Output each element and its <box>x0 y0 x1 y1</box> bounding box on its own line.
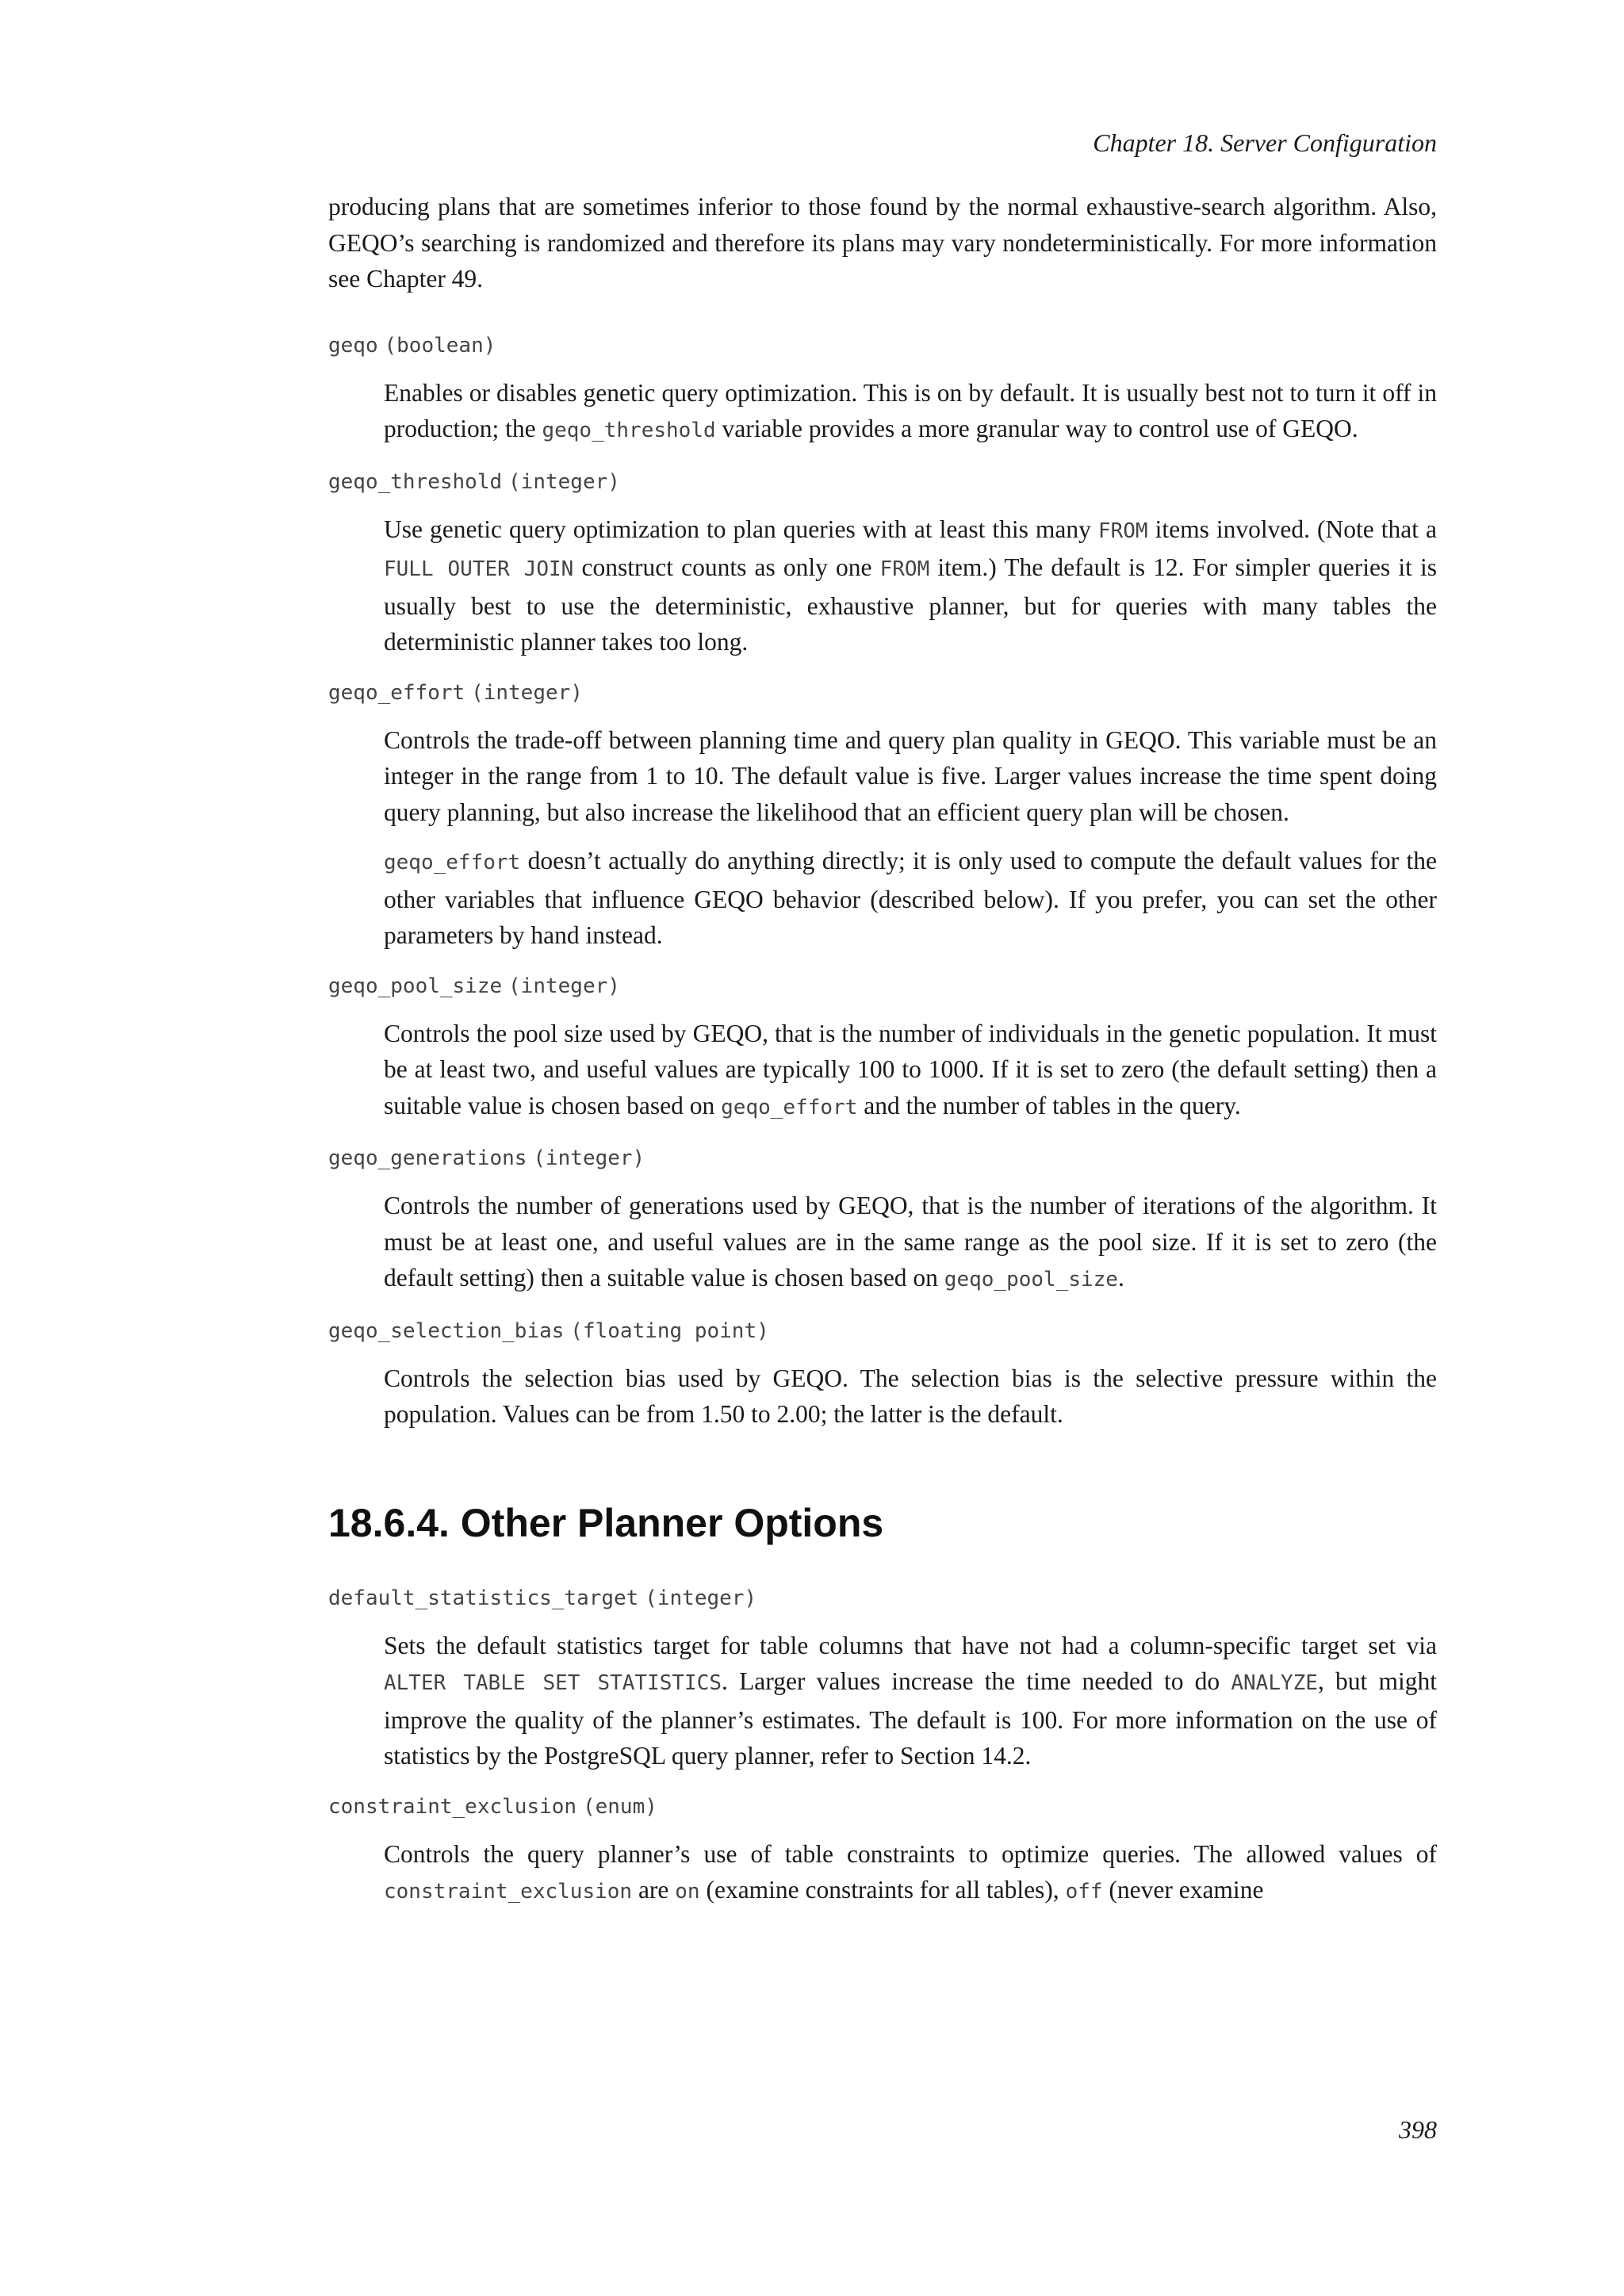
param-term-geqo-generations <box>328 1138 1437 1177</box>
inline-code: FROM <box>1097 519 1148 543</box>
param-paragraph <box>384 1016 1437 1127</box>
param-name: geqo_effort <box>328 680 465 705</box>
param-name: geqo_threshold <box>328 469 503 494</box>
text-run: Sets the default statistics target for table columns that have not had a column-specific target set via <box>384 1631 1437 1659</box>
param-desc-geqo-threshold <box>384 511 1437 660</box>
text-run: . Larger values increase the time needed to do <box>721 1667 1231 1695</box>
text-run: (never examine <box>1102 1876 1264 1904</box>
param-paragraph <box>384 1836 1437 1911</box>
section-heading: 18.6.4. Other Planner Options <box>328 1500 884 1545</box>
text-run: Controls the pool size used by GEQO, that is the number of individuals in the genetic population. It must be at least two, and useful values are typically 100 to 1000. If it is set to zero (the default setting) then a suitable value is chosen based on <box>384 1019 1437 1119</box>
text-run: . <box>1117 1264 1124 1292</box>
param-paragraph <box>384 1188 1437 1299</box>
param-term-default-statistics-target <box>328 1578 1437 1617</box>
param-term-geqo-effort <box>328 673 1437 711</box>
param-type: (integer) <box>471 680 583 705</box>
param-type: (integer) <box>508 974 620 998</box>
param-name: constraint_exclusion <box>328 1794 577 1819</box>
text-run: Controls the query planner’s use of table constraints to optimize queries. The allowed values of <box>384 1839 1437 1868</box>
param-type: (integer) <box>533 1146 645 1170</box>
param-desc-default-statistics-target <box>384 1628 1437 1774</box>
text-run: item.) The default is 12. For simpler queries it is usually best to use the deterministic, exhaustive planner, but for queries with many tables the deterministic planner takes too long. <box>384 553 1437 656</box>
text-run: Controls the number of generations used by GEQO, that is the number of iterations of the algorithm. It must be at least one, and useful values are in the same range as the pool size. If it is set to zero (the default setting) then a suitable value is chosen based on <box>384 1192 1437 1292</box>
inline-code: on <box>675 1880 700 1904</box>
intro-paragraph: producing plans that are sometimes inferior to those found by the normal exhaustive-search algorithm. Also, GEQO’s searching is randomized and therefore its plans may vary nondeterministically. For more information see Chapter 49. <box>328 193 1437 293</box>
text-run: Enables or disables genetic query optimization. This is on by default. It is usually best not to turn it off in production; the <box>384 378 1437 442</box>
param-desc-geqo-pool-size <box>384 1016 1437 1127</box>
inline-code: constraint_exclusion <box>384 1880 633 1904</box>
param-paragraph <box>384 843 1437 954</box>
inline-code: geqo_pool_size <box>944 1268 1118 1292</box>
inline-code: ANALYZE <box>1231 1671 1318 1695</box>
running-header: Chapter 18. Server Configuration <box>1093 128 1437 157</box>
inline-code: FROM <box>879 557 930 581</box>
param-term-geqo-threshold <box>328 462 1437 500</box>
inline-code: off <box>1065 1880 1103 1904</box>
param-paragraph <box>384 1628 1437 1774</box>
text-run: variable provides a more granular way to control use of GEQO. <box>715 415 1358 442</box>
text-run: items involved. (Note that a <box>1147 515 1437 543</box>
param-paragraph: Controls the trade-off between planning time and query plan quality in GEQO. This variable must be an integer in the range from 1 to 10. The default value is five. Larger values increase the time spent doing query planning, but also increase the likelihood that an efficient query plan will be chosen. <box>384 725 1437 826</box>
param-desc-constraint-exclusion <box>384 1836 1437 1911</box>
param-type: (integer) <box>508 469 620 494</box>
geqo-parameter-list <box>328 326 1437 1433</box>
param-type: (enum) <box>582 1794 657 1819</box>
text-run: Use genetic query optimization to plan queries with at least this many <box>384 515 1098 543</box>
param-desc-geqo-effort <box>384 722 1437 954</box>
param-desc-geqo <box>384 375 1437 450</box>
text-run: doesn’t actually do anything directly; it is only used to compute the default values for the other variables that influence GEQO behavior (described below). If you prefer, you can set the other parameters by hand instead. <box>384 847 1437 949</box>
inline-code: geqo_effort <box>384 851 521 874</box>
param-type: (floating point) <box>570 1318 769 1343</box>
inline-code: FULL OUTER JOIN <box>384 557 574 581</box>
text-run: , but might improve the quality of the planner’s estimates. The default is 100. For more information on the use of statistics by the PostgreSQL query planner, refer to Section 14.2. <box>384 1667 1437 1770</box>
page-content <box>328 189 1437 1923</box>
param-name: geqo <box>328 333 378 358</box>
other-parameter-list <box>328 1578 1437 1911</box>
param-desc-geqo-selection-bias <box>384 1360 1437 1433</box>
param-type: (integer) <box>645 1586 757 1610</box>
param-paragraph: Controls the selection bias used by GEQO. The selection bias is the selective pressure within the population. Values can be from 1.50 to 2.00; the latter is the default. <box>384 1364 1437 1428</box>
text-run: are <box>632 1876 676 1904</box>
param-term-geqo-selection-bias <box>328 1311 1437 1349</box>
inline-code: geqo_effort <box>721 1095 858 1119</box>
param-paragraph <box>384 511 1437 660</box>
text-run: and the number of tables in the query. <box>857 1091 1241 1119</box>
param-type: (boolean) <box>384 333 496 358</box>
text-run: (examine constraints for all tables), <box>699 1876 1066 1904</box>
param-name: geqo_pool_size <box>328 974 503 998</box>
param-paragraph <box>384 375 1437 450</box>
inline-code: geqo_threshold <box>542 419 716 442</box>
param-name: geqo_selection_bias <box>328 1318 565 1343</box>
param-name: default_statistics_target <box>328 1586 639 1610</box>
inline-code: ALTER TABLE SET STATISTICS <box>384 1671 722 1695</box>
param-term-geqo <box>328 326 1437 364</box>
text-run: construct counts as only one <box>573 553 880 581</box>
param-desc-geqo-generations <box>384 1188 1437 1299</box>
page-number: 398 <box>1399 2115 1437 2144</box>
param-term-geqo-pool-size <box>328 966 1437 1004</box>
param-term-constraint-exclusion <box>328 1787 1437 1825</box>
param-name: geqo_generations <box>328 1146 527 1170</box>
